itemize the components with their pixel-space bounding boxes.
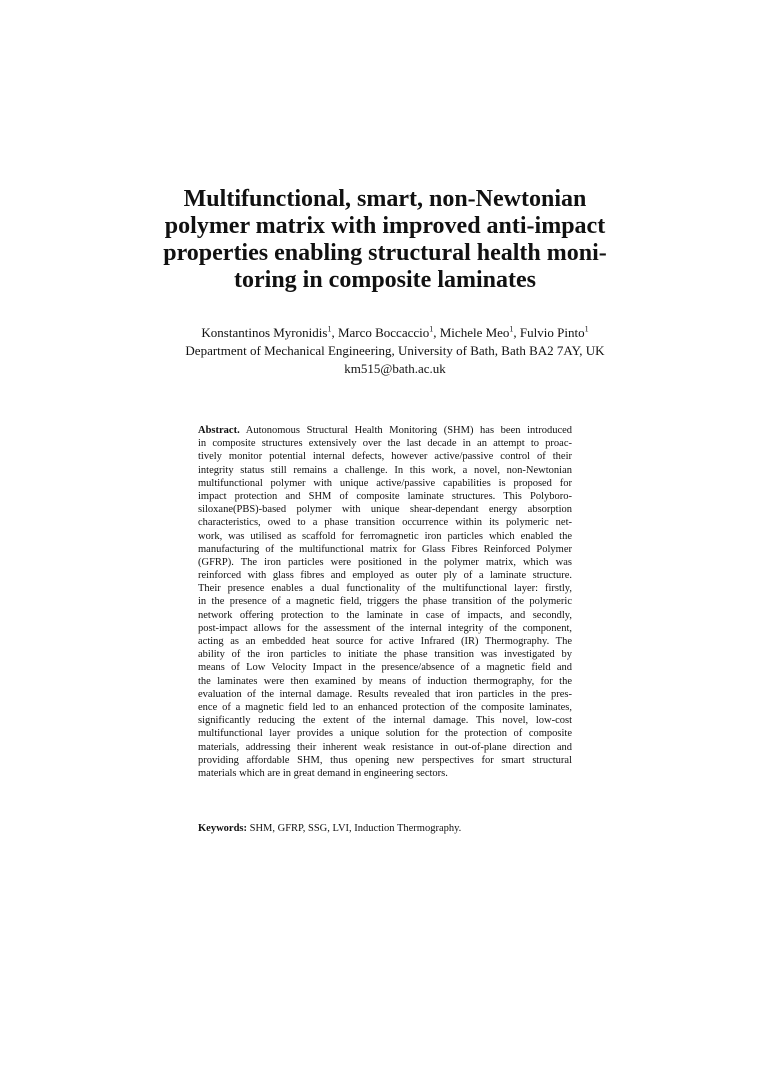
author-list <box>100 324 690 342</box>
abstract-line: reinforced with glass fibres and employed as outer ply of a laminate structure. <box>198 570 572 582</box>
title-line: toring in composite laminates <box>234 267 536 293</box>
abstract-line: ence of a magnetic field led to an enhanced protection of the composite laminates, <box>198 701 572 713</box>
abstract-text: Autonomous Structural Health Monitoring (SHM) has been introduced <box>245 425 573 436</box>
abstract-line: materials, addressing their inherent weak resistance in out-of-plane direction and <box>198 741 572 753</box>
keywords <box>198 822 572 835</box>
abstract-line: in composite structures extensively over the last decade in an attempt to proac- <box>198 438 572 450</box>
abstract-line: the laminates were then examined by means of induction thermography, for the <box>198 675 572 687</box>
title-line: polymer matrix with improved anti-impact <box>164 213 606 239</box>
abstract-line: significantly reducing the extent of the internal damage. This novel, low-cost <box>198 715 572 727</box>
abstract-line: multifunctional polymer with unique active/passive capabilities is proposed for <box>198 477 572 489</box>
affiliation-marker: 1 <box>327 324 332 334</box>
abstract-line: siloxane(PBS)-based polymer with unique shear-dependant energy absorption <box>198 504 572 516</box>
affiliation-marker: 1 <box>509 324 514 334</box>
author-separator: , <box>513 325 520 340</box>
abstract-line: (GFRP). The iron particles were positioned in the polymer matrix, which was <box>198 556 572 568</box>
author-name: Michele Meo <box>439 325 510 340</box>
abstract-line: Their presence enables a dual functionality of the multifunctional layer: firstly, <box>198 583 572 595</box>
abstract-line: materials which are in great demand in engineering sectors. <box>198 767 448 779</box>
author-name: Fulvio Pinto <box>519 325 585 340</box>
title-line: properties enabling structural health moni- <box>163 240 607 266</box>
abstract-label: Abstract. <box>198 425 240 436</box>
abstract-line: providing affordable SHM, thus opening new perspectives for smart structural <box>198 754 572 766</box>
author-separator: , <box>433 325 440 340</box>
abstract-line: characteristics, owed to a phase transition occurrence within its polymeric net- <box>198 517 572 529</box>
affiliation: Department of Mechanical Engineering, University of Bath, Bath BA2 7AY, UK <box>185 343 605 358</box>
paper-title <box>150 186 620 294</box>
abstract-line: integrity status still remains a challenge. In this work, a novel, non-Newtonian <box>198 464 572 476</box>
abstract-line: means of Low Velocity Impact in the presence/absence of a magnetic field and <box>198 662 572 674</box>
author-name: Marco Boccaccio <box>337 325 430 340</box>
abstract-line: acting as an embedded heat source for active Infrared (IR) Thermography. The <box>198 636 572 647</box>
keywords-text: SHM, GFRP, SSG, LVI, Induction Thermography. <box>249 823 462 834</box>
abstract-line: work, was utilised as scaffold for ferromagnetic iron particles which enabled the <box>198 530 572 542</box>
author-block <box>100 324 690 378</box>
keywords-label: Keywords: <box>198 823 247 834</box>
title-line: Multifunctional, smart, non-Newtonian <box>183 186 587 212</box>
abstract-line: post-impact allows for the assessment of the internal integrity of the component, <box>198 622 572 634</box>
abstract-line: evaluation of the internal damage. Results revealed that iron particles in the pres- <box>198 688 572 700</box>
abstract-line: ability of the iron particles to initiate the phase transition was investigated by <box>198 649 572 661</box>
author-email[interactable]: km515@bath.ac.uk <box>344 361 446 376</box>
abstract-line: tively monitor potential internal defects, however active/passive control of their <box>198 451 572 463</box>
abstract <box>198 424 572 780</box>
abstract-line: network offering protection to the laminate in case of impacts, and secondly, <box>198 609 572 621</box>
affiliation-marker: 1 <box>584 324 589 334</box>
author-name: Konstantinos Myronidis <box>201 325 328 340</box>
abstract-line: manufacturing of the multifunctional matrix for Glass Fibres Reinforced Polymer <box>198 543 572 555</box>
affiliation-marker: 1 <box>429 324 434 334</box>
author-separator: , <box>331 325 338 340</box>
abstract-line: multifunctional layer provides a unique solution for the protection of composite <box>198 728 572 740</box>
abstract-line: in the presence of a magnetic field, triggers the phase transition of the polymeric <box>198 596 572 608</box>
abstract-line: impact protection and SHM of composite laminate structures. This Polyboro- <box>198 490 572 502</box>
abstract-line <box>198 424 572 437</box>
